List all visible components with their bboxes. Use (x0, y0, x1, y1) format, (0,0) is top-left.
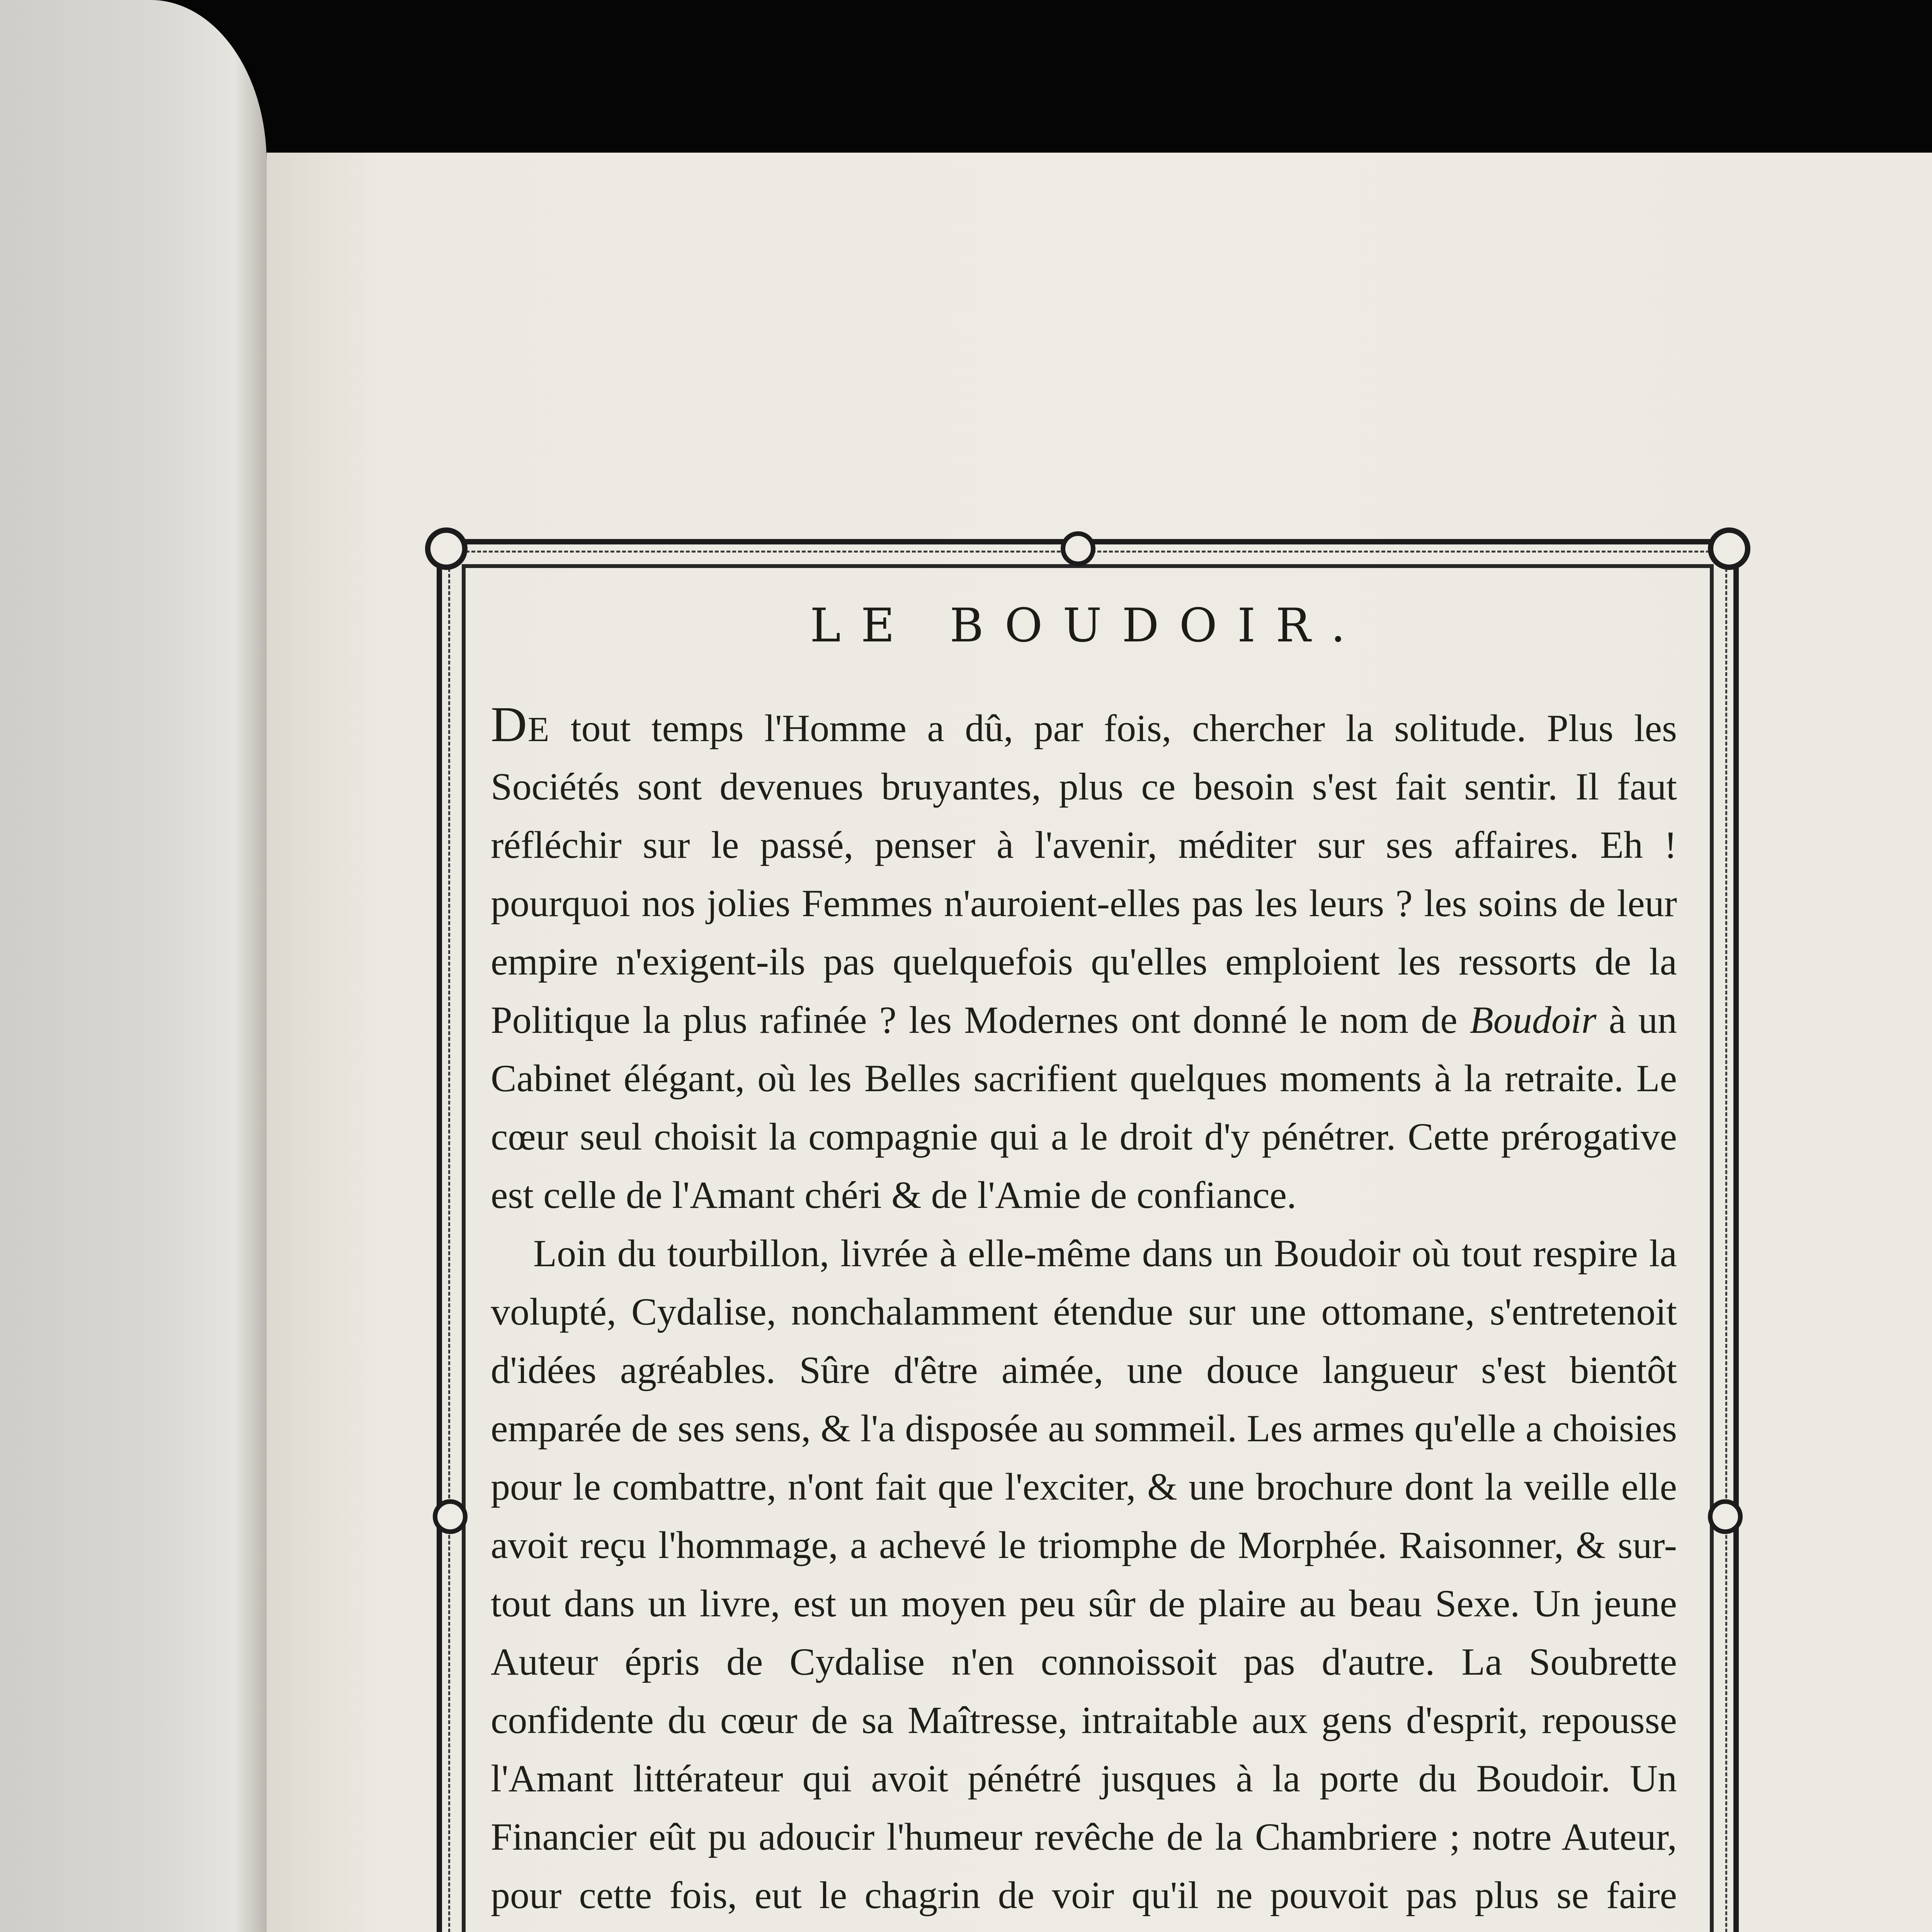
paragraph-1 (491, 696, 1677, 1224)
paragraph-2: Loin du tourbillon, livrée à elle-même dans un Boudoir où tout respire la volupté, Cydalise, nonchalamment étendue sur une ottomane, s'entretenoit d'idées agréables. Sûre d'être aimée, une douce langueur s'est bientôt emparée de ses sens, & l'a disposée au sommeil. Les armes qu'elle a choisies pour le combattre, n'ont fait que l'exciter, & une brochure dont la veille elle avoit reçu l'hommage, a achevé le triomphe de Morphée. Raisonner, & sur-tout dans un livre, est un moyen peu sûr de plaire au beau Sexe. Un jeune Auteur épris de Cydalise n'en connoissoit pas d'autre. La Soubrette confidente du cœur de sa Maîtresse, intraitable aux gens d'esprit, repousse l'Amant littérateur qui avoit pénétré jusques à la porte du Boudoir. Un Financier eût pu adoucir l'humeur revêche de la Chambriere ; notre Auteur, pour cette fois, eut le chagrin de voir qu'il ne pouvoit pas plus se faire (491, 1232, 1677, 1917)
paragraph-1-italic: Boudoir (1469, 998, 1597, 1041)
corner-ornament-top-right (1708, 527, 1750, 570)
paragraph-1-text-a: tout temps l'Homme a dû, par fois, chercher la solitude. Plus les Sociétés sont devenues bruyantes, plus ce besoin s'est fait sentir. Il faut réfléchir sur le passé, penser à l'avenir, méditer sur ses affaires. Eh ! pourquoi nos jolies Femmes n'auroient-elles pas les leurs ? les soins de leur empire n'exigent-ils pas quelquefois qu'elles emploient les ressorts de la Politique la plus rafinée ? les Modernes ont donné le nom de (491, 707, 1677, 1041)
corner-ornament-top-left (425, 527, 468, 570)
page-title: LE BOUDOIR. (810, 599, 1366, 653)
rosette-ornament-left (433, 1499, 468, 1534)
rosette-ornament-right (1708, 1499, 1743, 1534)
drop-cap: De (491, 697, 550, 752)
left-page (0, 0, 267, 1932)
body-text (491, 696, 1677, 1932)
rosette-ornament-top (1061, 531, 1095, 566)
paragraph-1-text-b: à un Cabinet élégant, où les Belles sacrifient quelques moments à la retraite. Le cœur seul choisit la compagnie qui a le droit d'y pénétrer. Cette prérogative est celle de l'Amant chéri & de l'Amie de confiance. (491, 998, 1677, 1216)
